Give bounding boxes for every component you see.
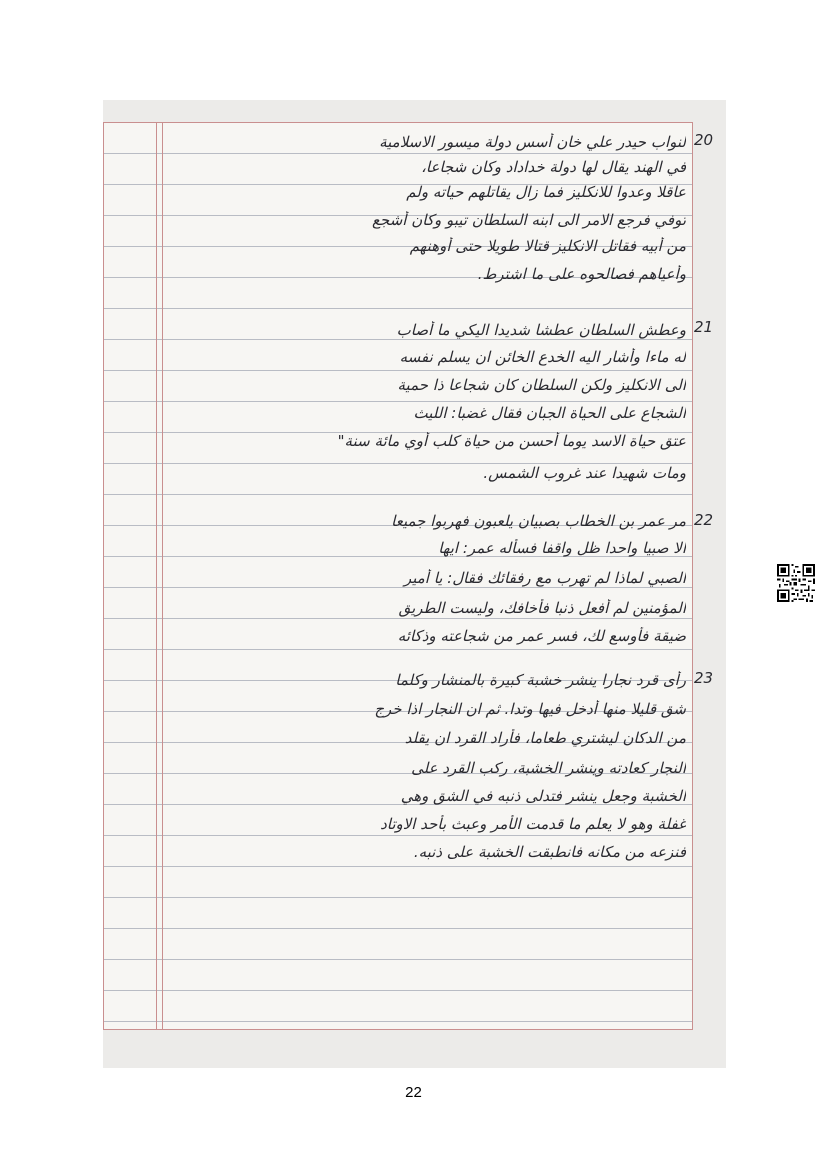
handwritten-line: الخشبة وجعل ينشر فتدلى ذنبه في الشق وهي <box>400 787 686 805</box>
notebook-page <box>103 122 714 1030</box>
handwritten-line: غفلة وهو لا يعلم ما قدمت الأمر وعبث بأحد الاوتاد <box>380 815 686 833</box>
entry-number: 22 <box>694 511 714 529</box>
handwritten-line: الشجاع على الحياة الجبان فقال غضبا: الليث <box>413 404 686 422</box>
handwritten-line: المؤمنين لم أفعل ذنبا فأخافك، وليست الطريق <box>398 599 686 617</box>
handwritten-line: الصبي لماذا لم تهرب مع رفقائك فقال: يا أمير <box>403 569 686 587</box>
entry-number: 21 <box>694 318 714 336</box>
handwritten-line: عاقلا وعدوا للانكليز فما زال يقاتلهم حياته ولم <box>406 183 686 201</box>
handwritten-line: مر عمر بن الخطاب بصبيان يلعبون فهربوا جميعا <box>391 512 686 530</box>
entry-number: 20 <box>694 131 714 149</box>
handwritten-line: الى الانكليز ولكن السلطان كان شجاعا ذا حمية <box>397 376 686 394</box>
handwritten-line: وعطش السلطان عطشا شديدا اليكي ما أصاب <box>396 321 686 339</box>
handwritten-line: فنزعه من مكانه فانطبقت الخشبة على ذنبه. <box>413 843 686 861</box>
handwritten-line: لنواب حيدر علي خان أسس دولة ميسور الاسلامية <box>379 133 686 151</box>
handwritten-line: ضيقة فأوسع لك، فسر عمر من شجاعته وذكائه <box>397 627 686 645</box>
handwritten-line: توفي فرجع الامر الى ابنه السلطان تيبو وكان أشجع <box>372 211 686 229</box>
qr-code-icon <box>777 564 815 602</box>
entry-number: 23 <box>694 669 714 687</box>
handwritten-line: من أبيه فقاتل الانكليز قتالا طويلا حتى أوهنهم <box>409 237 686 255</box>
handwritten-line: عتق حياة الاسد يوما أحسن من حياة كلب أوي مائة سنة" <box>337 432 686 450</box>
handwritten-line: وأعياهم فصالحوه على ما اشترط. <box>477 265 686 283</box>
margin-line-left <box>156 123 157 1029</box>
margin-line-right <box>162 123 163 1029</box>
handwritten-line: ومات شهيدا عند غروب الشمس. <box>483 464 686 482</box>
handwritten-line: له ماءا وأشار اليه الخدع الخائن ان يسلم نفسه <box>399 348 686 366</box>
handwritten-line: في الهند يقال لها دولة خداداد وكان شجاعا، <box>421 158 686 176</box>
handwritten-line: النجار كعادته وينشر الخشبة، ركب القرد على <box>411 759 686 777</box>
handwritten-line: رأى قرد نجارا ينشر خشبة كبيرة بالمنشار وكلما <box>395 671 686 689</box>
handwritten-line: من الدكان ليشتري طعاما، فأراد القرد ان يقلد <box>404 729 686 747</box>
page-number: 22 <box>405 1084 422 1101</box>
handwritten-line: الا صبيا واحدا ظل واقفا فسأله عمر: ايها <box>438 539 686 557</box>
notebook-photo <box>103 100 726 1068</box>
handwritten-line: شق قليلا منها أدخل فيها وتدا. ثم ان النجار اذا خرج <box>374 700 686 718</box>
